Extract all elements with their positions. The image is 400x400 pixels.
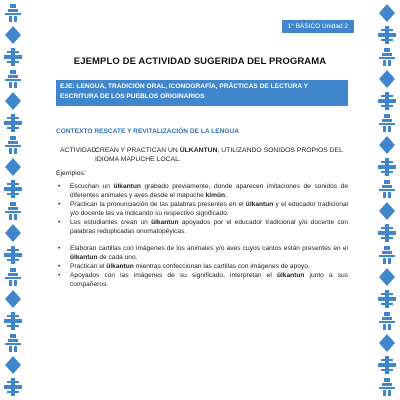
examples-label: Ejemplos:	[56, 170, 86, 177]
border-motif	[14, 346, 17, 352]
border-motif	[7, 117, 19, 119]
list-item: • Elaboran cartillas con imágenes de los animales y/o aves cuyos cantos están presentes en el ülkantun de cada uno.	[56, 244, 348, 262]
border-motif	[14, 16, 17, 22]
border-motif	[4, 385, 22, 389]
border-motif	[378, 165, 396, 169]
border-motif	[381, 39, 393, 41]
border-motif	[14, 214, 17, 220]
border-motif	[383, 258, 386, 264]
border-motif	[384, 378, 390, 382]
border-motif	[384, 312, 390, 316]
border-motif	[9, 214, 12, 220]
list-item: • Los estudiantes crean un ülkantun apoyados por el educador tradicional y/o docente con palabras reduplicadas onomatopéyicas.	[56, 218, 348, 236]
border-motif	[384, 246, 390, 250]
page-title: EJEMPLO DE ACTIVIDAD SUGERIDA DEL PROGRAMA	[73, 56, 327, 67]
border-motif	[5, 224, 21, 242]
border-motif	[381, 293, 393, 295]
border-motif	[379, 321, 395, 323]
border-motif	[7, 127, 19, 129]
border-motif	[388, 258, 391, 264]
border-motif	[383, 324, 386, 330]
border-motif	[4, 187, 22, 191]
border-motif	[378, 363, 396, 367]
border-motif	[10, 202, 16, 206]
border-motif	[4, 55, 22, 59]
examples-list	[56, 182, 348, 289]
border-motif	[14, 148, 17, 154]
pattern-icon	[4, 4, 22, 396]
border-motif	[381, 369, 393, 371]
border-motif	[381, 237, 393, 239]
border-motif	[7, 61, 19, 63]
border-motif	[379, 202, 395, 220]
border-motif	[381, 105, 393, 107]
border-motif	[388, 324, 391, 330]
border-motif	[379, 189, 395, 191]
border-motif	[10, 268, 16, 272]
border-motif	[5, 92, 21, 110]
border-motif	[5, 26, 21, 44]
border-motif	[383, 192, 386, 198]
border-motif	[379, 136, 395, 154]
decorative-border-left	[0, 0, 26, 400]
border-motif	[9, 346, 12, 352]
border-motif	[14, 280, 17, 286]
border-motif	[4, 253, 22, 257]
border-motif	[379, 387, 395, 389]
border-motif	[10, 70, 16, 74]
border-motif	[7, 183, 19, 185]
border-motif	[379, 70, 395, 88]
border-motif	[8, 75, 18, 78]
border-motif	[7, 325, 19, 327]
border-motif	[379, 334, 395, 352]
list-item: • Practican la pronunciación de las palabras presentes en el ülkantun y el educador tradicional y/o docente les va indicando su respectivo significado.	[56, 200, 348, 218]
pattern-icon	[378, 4, 396, 396]
border-motif	[378, 33, 396, 37]
border-motif	[382, 119, 392, 122]
axis-box: EJE: LENGUA, TRADICIÓN ORAL, ICONOGRAFÍA, PRÁCTICAS DE LECTURA Y ESCRITURA DE LOS PUEBLOS ORIGINARIOS	[56, 80, 348, 106]
border-motif	[5, 145, 21, 147]
border-motif	[378, 231, 396, 235]
border-motif	[8, 207, 18, 210]
list-item: • Escuchan un ülkantun grabado previamente, donde aparecen imitaciones de sonidos de diferentes animales y aves desde el mapuche kimün.	[56, 182, 348, 200]
border-motif	[384, 114, 390, 118]
border-motif	[381, 161, 393, 163]
border-motif	[383, 390, 386, 396]
border-motif	[388, 60, 391, 66]
unit-badge: 1° BÁSICO Unidad 2	[282, 20, 354, 33]
border-motif	[7, 391, 19, 393]
border-motif	[381, 29, 393, 31]
border-motif	[5, 79, 21, 81]
border-motif	[384, 48, 390, 52]
border-motif	[10, 136, 16, 140]
border-motif	[383, 126, 386, 132]
border-motif	[379, 57, 395, 59]
border-motif	[5, 343, 21, 345]
border-motif	[7, 51, 19, 53]
border-motif	[5, 158, 21, 176]
activity-text: CREAN Y PRACTICAN UN ÜLKANTUN, UTILIZANDO SONIDOS PROPIOS DEL IDIOMA MAPUCHE LOCAL.	[95, 147, 343, 163]
border-motif	[5, 13, 21, 15]
border-motif	[5, 290, 21, 308]
activity	[60, 146, 348, 163]
border-motif	[8, 273, 18, 276]
border-motif	[381, 303, 393, 305]
border-motif	[5, 356, 21, 374]
border-motif	[388, 390, 391, 396]
list-item: • Apoyados con las imágenes de su significado, interpretan el ülkantun junto a sus compañeros.	[56, 271, 348, 289]
border-motif	[14, 82, 17, 88]
border-motif	[388, 126, 391, 132]
border-motif	[8, 9, 18, 12]
border-motif	[8, 339, 18, 342]
border-motif	[384, 180, 390, 184]
decorative-border-right	[374, 0, 400, 400]
border-motif	[5, 277, 21, 279]
border-motif	[4, 121, 22, 125]
border-motif	[7, 381, 19, 383]
border-motif	[381, 171, 393, 173]
border-motif	[10, 334, 16, 338]
border-motif	[378, 297, 396, 301]
border-motif	[383, 60, 386, 66]
border-motif	[382, 317, 392, 320]
border-motif	[388, 192, 391, 198]
border-motif	[7, 259, 19, 261]
border-motif	[382, 383, 392, 386]
activity-label: ACTIVIDAD:	[60, 147, 99, 154]
border-motif	[9, 16, 12, 22]
border-motif	[9, 82, 12, 88]
border-motif	[382, 185, 392, 188]
border-motif	[381, 95, 393, 97]
border-motif	[381, 359, 393, 361]
border-motif	[5, 211, 21, 213]
border-motif	[379, 123, 395, 125]
border-motif	[381, 227, 393, 229]
border-motif	[10, 4, 16, 8]
border-motif	[9, 280, 12, 286]
border-motif	[7, 249, 19, 251]
border-motif	[9, 148, 12, 154]
border-motif	[7, 193, 19, 195]
border-motif	[7, 315, 19, 317]
section-title: CONTEXTO RESCATE Y REVITALIZACIÓN DE LA LENGUA	[56, 128, 240, 135]
list-item: • Practican el ülkantun mientras confeccionan las cartillas con imágenes de apoyo.	[56, 262, 348, 271]
border-motif	[379, 255, 395, 257]
border-motif	[379, 4, 395, 22]
border-motif	[382, 53, 392, 56]
border-motif	[379, 268, 395, 286]
border-motif	[378, 99, 396, 103]
border-motif	[4, 319, 22, 323]
border-motif	[8, 141, 18, 144]
border-motif	[382, 251, 392, 254]
